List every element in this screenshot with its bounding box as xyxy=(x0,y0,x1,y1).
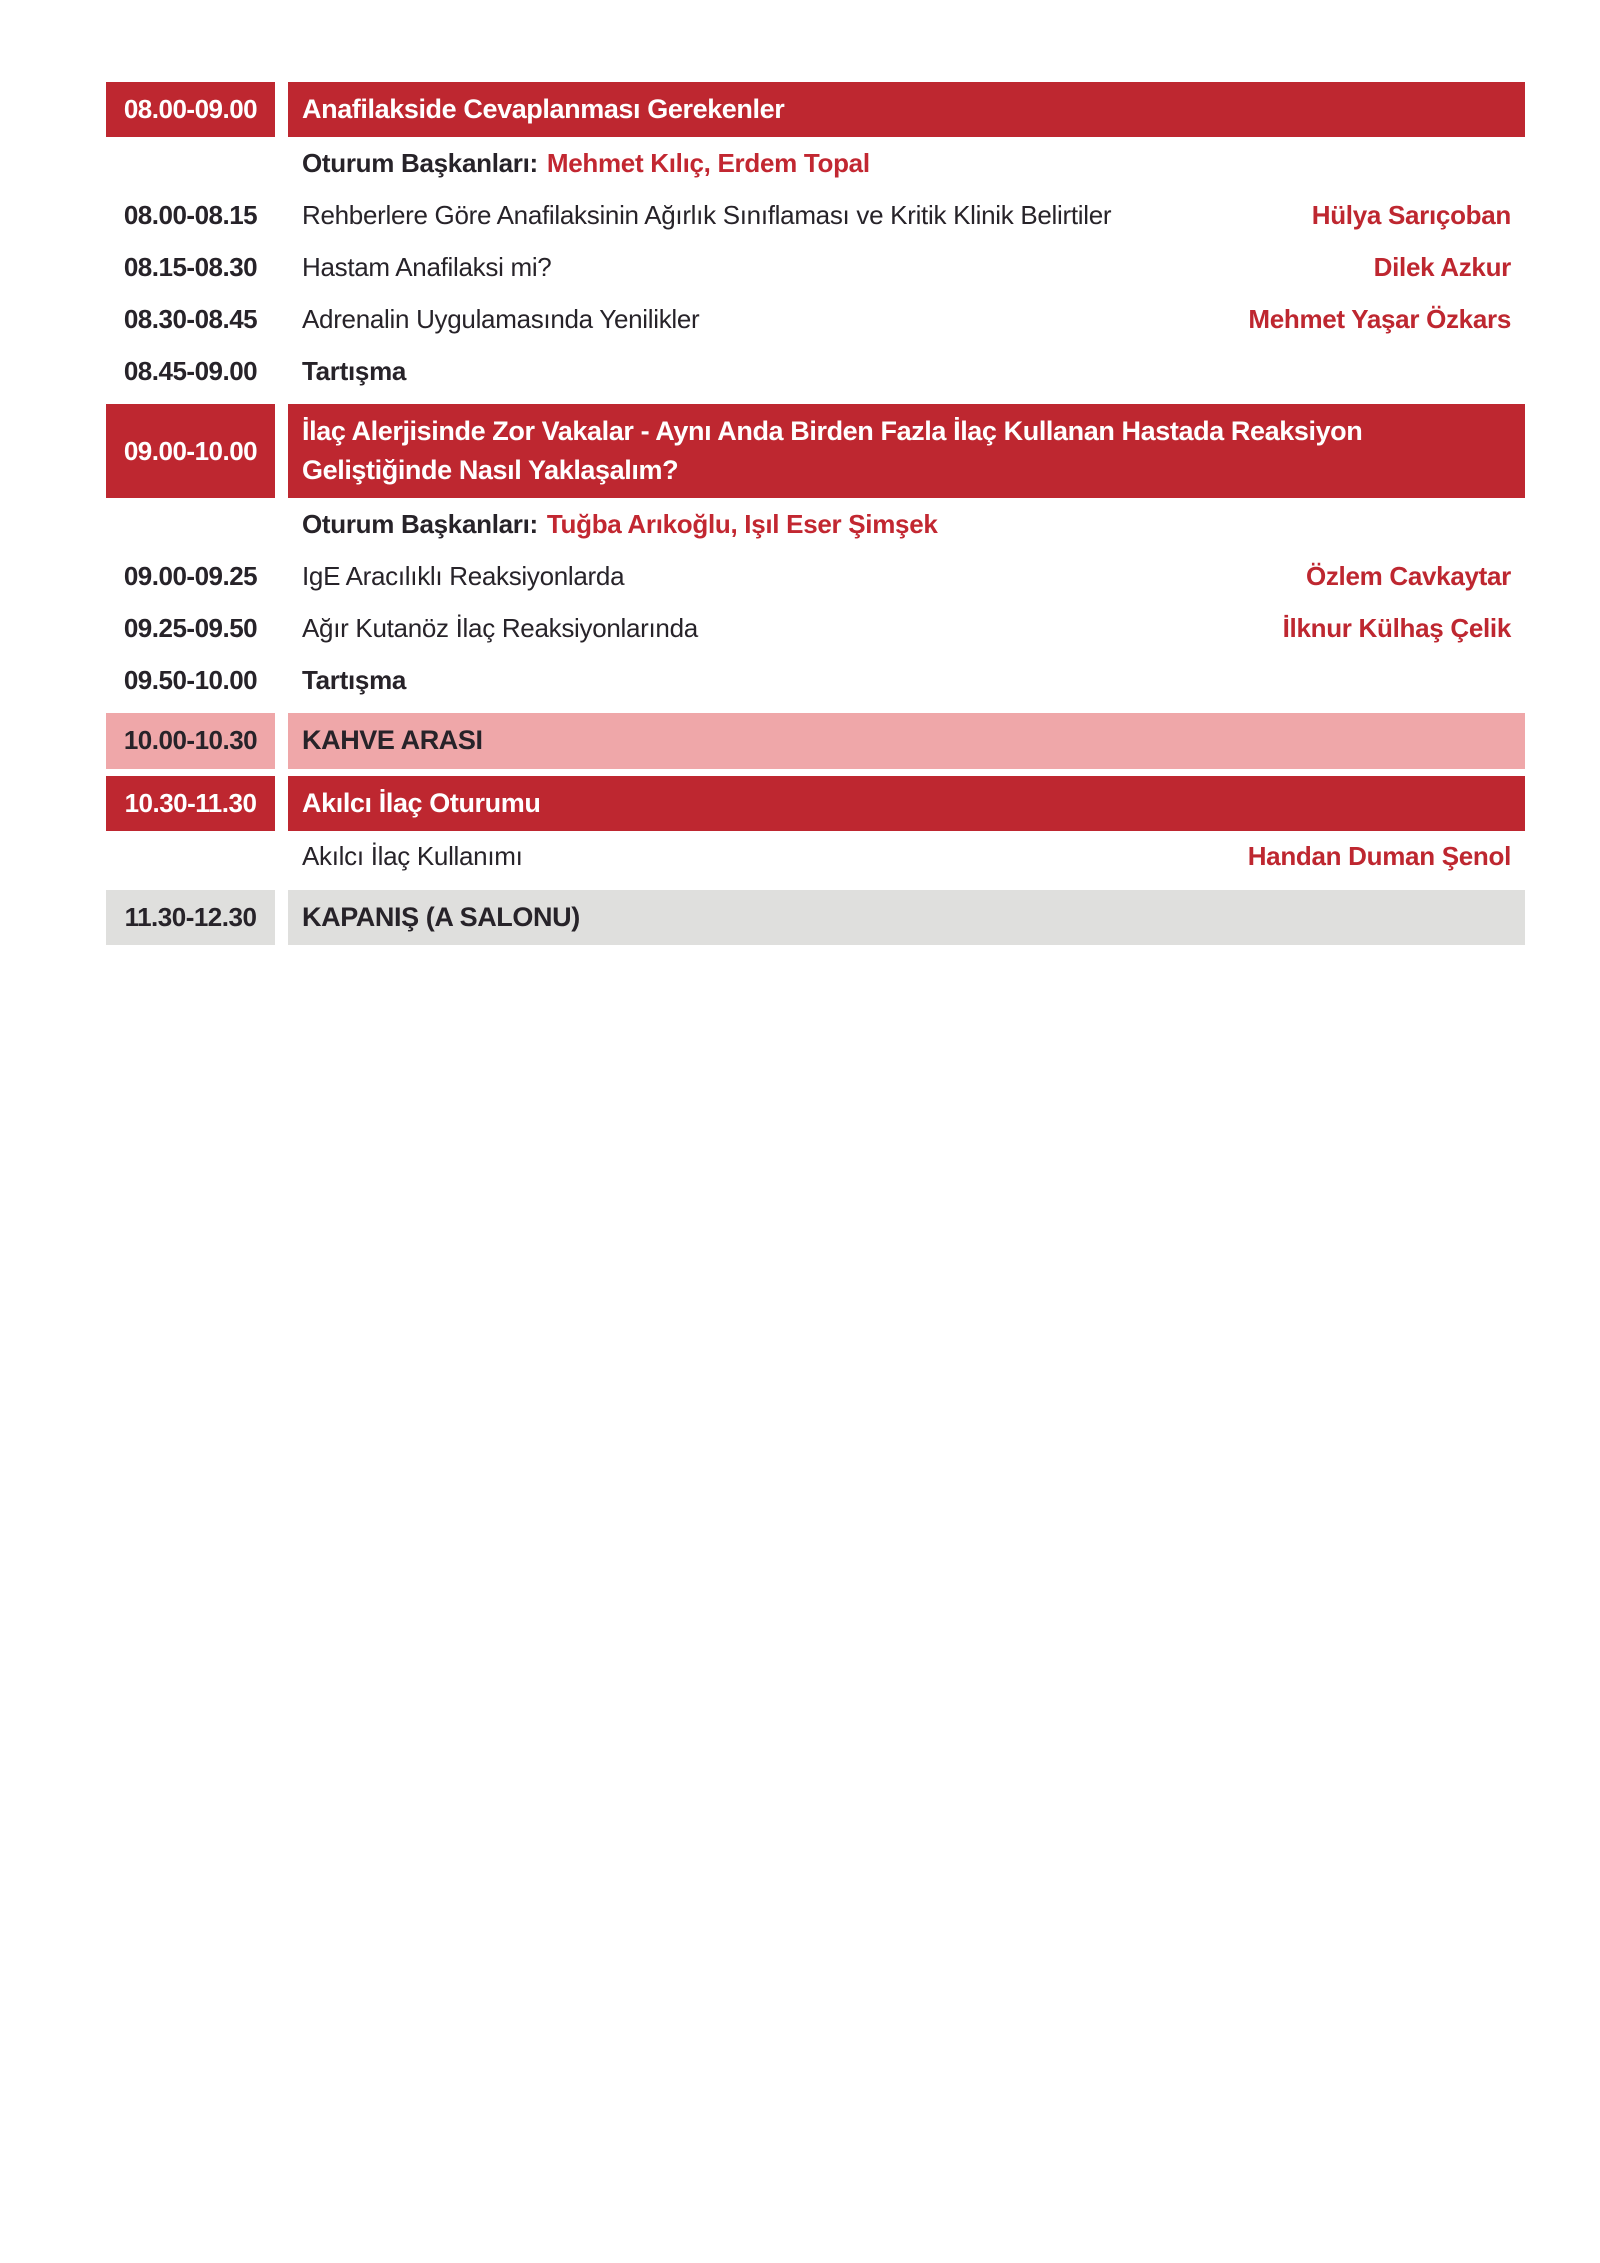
chairs-row xyxy=(106,498,1525,550)
talk-time: 08.45-09.00 xyxy=(123,355,258,386)
chairs-row xyxy=(106,137,1525,189)
talk-row xyxy=(106,831,1525,883)
session-banner xyxy=(106,404,1525,498)
session-banner xyxy=(106,776,1525,831)
time-cell xyxy=(106,498,275,550)
talk-speaker: Handan Duman Şenol xyxy=(1247,841,1511,872)
discussion-row xyxy=(106,654,1525,706)
talk-row xyxy=(106,550,1525,602)
talk-row xyxy=(106,241,1525,293)
talk-title: Tartışma xyxy=(302,664,407,695)
chairs-label: Oturum Başkanları: xyxy=(302,508,538,539)
session-time: 10.30-11.30 xyxy=(106,776,275,831)
talk-speaker: İlknur Külhaş Çelik xyxy=(1282,612,1511,643)
session-time: 10.00-10.30 xyxy=(106,713,275,768)
chairs-names: Tuğba Arıkoğlu, Işıl Eser Şimşek xyxy=(546,508,938,539)
talk-title: IgE Aracılıklı Reaksiyonlarda xyxy=(302,560,625,591)
talk-title: Ağır Kutanöz İlaç Reaksiyonlarında xyxy=(302,612,698,643)
session-title: KAPANIŞ (A SALONU) xyxy=(288,890,1525,945)
chairs-text xyxy=(302,509,938,540)
session-title: İlaç Alerjisinde Zor Vakalar - Aynı Anda Birden Fazla İlaç Kullanan Hastada Reaksiyon Geliştiğinde Nasıl Yaklaşalım? xyxy=(288,404,1525,498)
time-cell xyxy=(106,137,275,189)
talk-speaker: Özlem Cavkaytar xyxy=(1305,560,1511,591)
discussion-row xyxy=(106,345,1525,397)
session-title: Anafilakside Cevaplanması Gerekenler xyxy=(288,82,1525,137)
coffee-break-banner xyxy=(106,713,1525,768)
talk-speaker: Mehmet Yaşar Özkars xyxy=(1248,303,1511,334)
session-time: 09.00-10.00 xyxy=(106,404,275,498)
talk-title: Adrenalin Uygulamasında Yenilikler xyxy=(302,303,700,334)
session-banner xyxy=(106,82,1525,137)
talk-title: Rehberlere Göre Anafilaksinin Ağırlık Sınıflaması ve Kritik Klinik Belirtiler xyxy=(302,199,1112,230)
talk-title: Tartışma xyxy=(302,355,407,386)
talk-time: 08.30-08.45 xyxy=(123,303,258,334)
session-title: KAHVE ARASI xyxy=(288,713,1525,768)
talk-time: 08.00-08.15 xyxy=(123,199,258,230)
session-time: 11.30-12.30 xyxy=(106,890,275,945)
talk-row xyxy=(106,189,1525,241)
talk-time xyxy=(106,831,275,883)
talk-time: 09.25-09.50 xyxy=(123,612,258,643)
schedule-table xyxy=(106,82,1525,945)
closing-banner xyxy=(106,890,1525,945)
talk-title: Akılcı İlaç Kullanımı xyxy=(302,841,523,872)
talk-title: Hastam Anafilaksi mi? xyxy=(302,251,552,282)
talk-speaker: Dilek Azkur xyxy=(1373,251,1511,282)
talk-speaker: Hülya Sarıçoban xyxy=(1311,199,1511,230)
talk-row xyxy=(106,602,1525,654)
talk-row xyxy=(106,293,1525,345)
session-time: 08.00-09.00 xyxy=(106,82,275,137)
talk-time: 09.50-10.00 xyxy=(123,664,258,695)
chairs-label: Oturum Başkanları: xyxy=(302,147,538,178)
chairs-text xyxy=(302,148,870,179)
session-title: Akılcı İlaç Oturumu xyxy=(288,776,1525,831)
chairs-names: Mehmet Kılıç, Erdem Topal xyxy=(546,147,870,178)
talk-time: 08.15-08.30 xyxy=(123,251,258,282)
talk-time: 09.00-09.25 xyxy=(123,560,258,591)
